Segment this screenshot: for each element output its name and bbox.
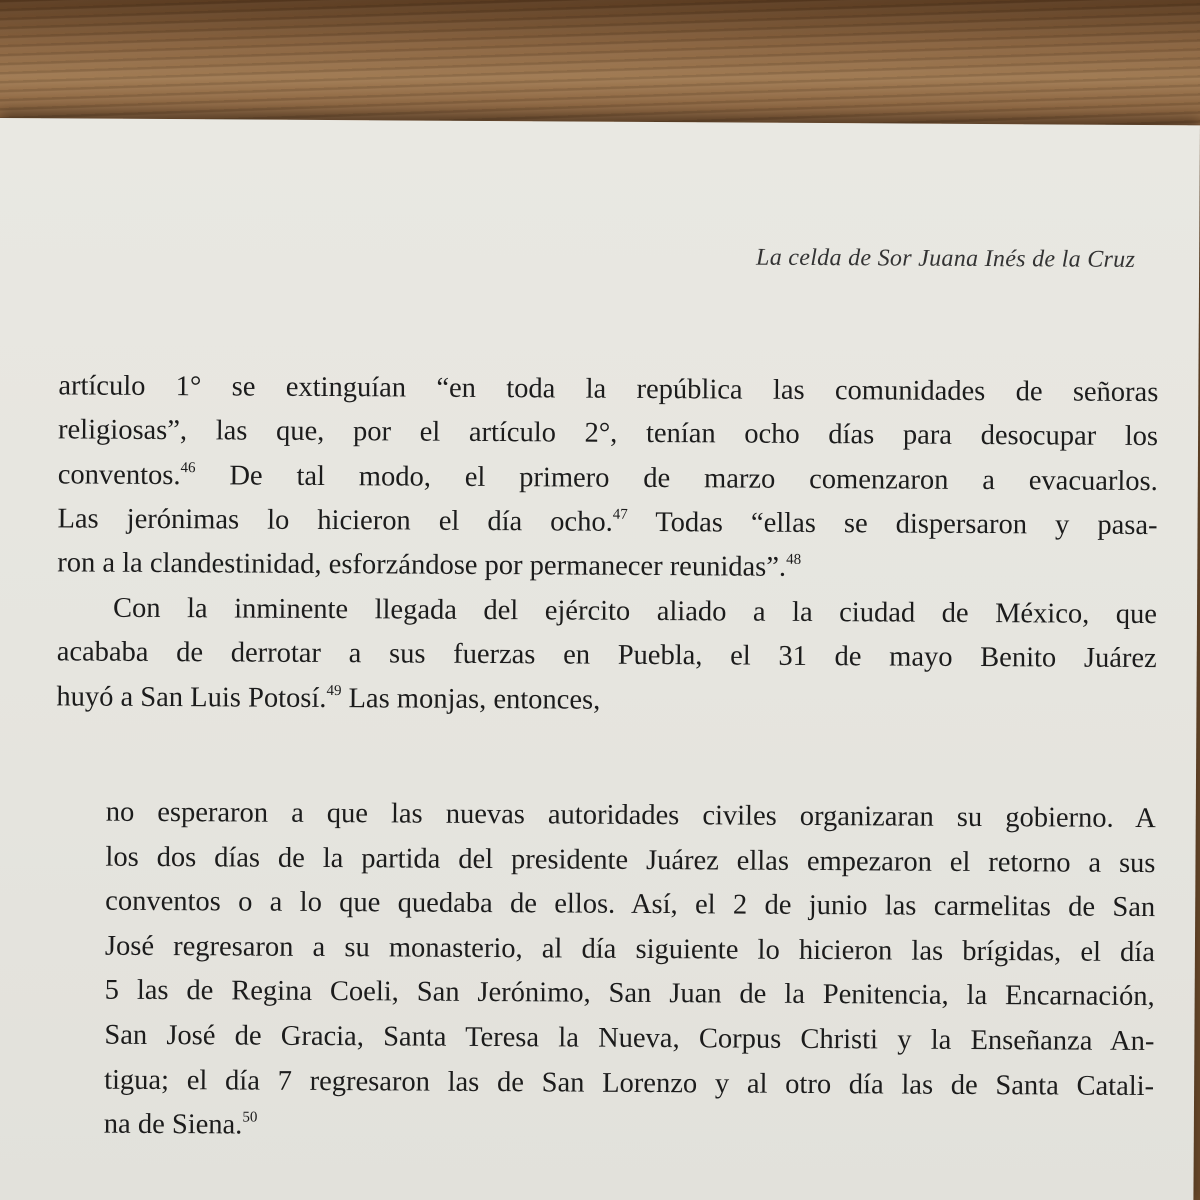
paragraph-1: [57, 364, 1158, 592]
text-segment: Todas “ellas se dispersaron y pasa-: [655, 506, 1158, 541]
footnote-ref-49: 49: [326, 682, 342, 699]
footnote-ref-47: 47: [612, 506, 628, 523]
quote-line: San José de Gracia, Santa Teresa la Nueva, Corpus Christi y la Enseñanza An-: [104, 1019, 1155, 1058]
text-line: acababa de derrotar a sus fuerzas en Puebla, el 31 de mayo Benito Juárez: [56, 636, 1157, 675]
text-line: Con la inminente llegada del ejército aliado a la ciudad de México, que: [112, 592, 1158, 631]
footnote-ref-50: 50: [242, 1109, 258, 1126]
footnote-ref-48: 48: [786, 551, 802, 569]
running-head: La celda de Sor Juana Inés de la Cruz: [756, 244, 1136, 273]
wooden-table-background: [0, 0, 1200, 130]
text-segment: Las jerónimas lo hicieron el día ocho.: [57, 503, 613, 538]
text-segment: conventos.: [57, 458, 181, 491]
quote-line: conventos o a lo que quedaba de ellos. Así, el 2 de junio las carmelitas de San: [105, 885, 1156, 924]
text-line: [57, 542, 1157, 593]
text-segment: De tal modo, el primero de marzo comenzaron a evacuarlos.: [229, 460, 1158, 497]
quote-line: José regresaron a su monasterio, al día siguiente lo hicieron las brígidas, el día: [104, 930, 1156, 968]
text-line: religiosas”, las que, por el artículo 2°, tenían ocho días para desocupar los: [57, 414, 1159, 453]
text-line: [58, 453, 1158, 504]
text-line: [57, 497, 1157, 548]
quote-line: [104, 1103, 1154, 1154]
quote-line: tigua; el día 7 regresaron las de San Lorenzo y al otro día las de Santa Catali-: [104, 1064, 1155, 1102]
text-segment: na de Siena.: [103, 1108, 243, 1141]
text-line: artículo 1° se extinguían “en toda la república las comunidades de señoras: [58, 370, 1159, 409]
text-segment: huyó a San Luis Potosí.: [56, 680, 327, 714]
quote-line: no esperaron a que las nuevas autoridades civiles organizaran su gobierno. A: [105, 796, 1156, 835]
quote-line: los dos días de la partida del presidente Juárez ellas empezaron el retorno a sus: [105, 841, 1156, 879]
block-quote: [104, 791, 1156, 1154]
footnote-ref-46: 46: [180, 459, 196, 476]
text-segment: ron a la clandestinidad, esforzándose por permanecer reunidas”.: [57, 547, 787, 583]
paragraph-2: [56, 586, 1157, 726]
text-segment: Las monjas, entonces,: [348, 682, 601, 716]
text-line: [56, 675, 1156, 726]
quote-line: 5 las de Regina Coeli, San Jerónimo, San Juan de la Penitencia, la Encarnación,: [104, 975, 1155, 1013]
book-page: [0, 118, 1200, 1200]
